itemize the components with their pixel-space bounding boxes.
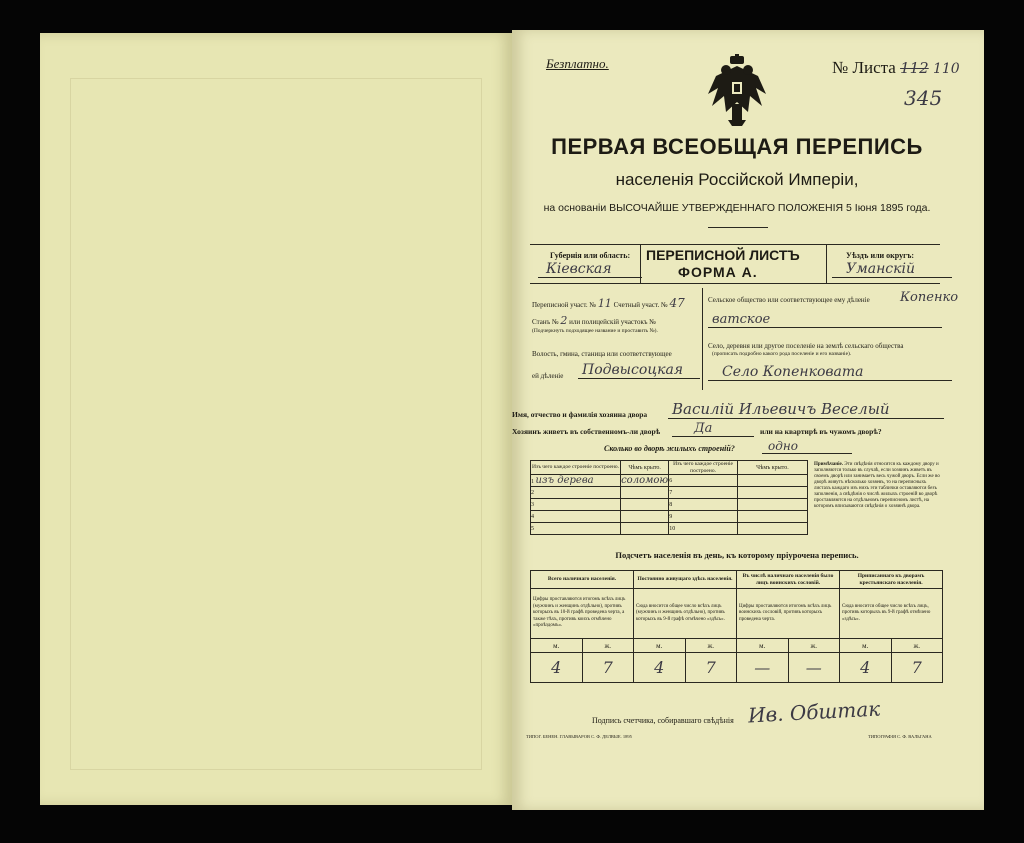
form-header-divider-left	[640, 245, 641, 283]
building-5-roof	[621, 523, 669, 535]
volost-value: Подвысоцкая	[578, 362, 700, 379]
form-title: ФОРМА А.	[678, 264, 758, 280]
stan-value: 2	[560, 314, 568, 327]
buildings-table	[530, 460, 808, 535]
sheet-number-label: № Листа 112 110	[832, 58, 960, 77]
count-total-m: 4	[531, 653, 583, 683]
printer-right: ТИПОГРАФІЯ С. Ф. ВАЛЬГАНА	[868, 734, 932, 739]
schetny-value: 47	[669, 296, 685, 310]
underline-note: (Подчеркнуть подходящее название и проставить №).	[532, 328, 658, 334]
building-6-roof	[737, 475, 807, 487]
lives-value: Да	[672, 421, 754, 437]
guberniya-label: Губернія или область:	[550, 251, 631, 260]
free-label: Безплатно.	[546, 56, 609, 71]
selo-label: Село, деревня или другое поселеніе на землѣ сельскаго общества	[708, 342, 904, 350]
form-header-divider-right	[826, 245, 827, 283]
counts-table	[530, 570, 943, 683]
selo-note: (прописать подробно какого рода поселеніе и его названіе).	[712, 351, 852, 357]
signature-label: Подпись счетчика, собиравшаго свѣдѣнія	[592, 716, 734, 725]
rent-label: или на квартирѣ въ чужомъ дворѣ?	[760, 427, 882, 436]
uezd-label: Уѣздъ или округъ:	[846, 251, 915, 260]
census-subtitle: населенія Россійской Имперіи,	[615, 170, 859, 189]
buildings-head-material: Изъ чего каждое строеніе построено.	[531, 461, 621, 475]
building-5: 5	[531, 523, 621, 535]
owner-value: Василій Ильевичъ Веселый	[668, 400, 944, 419]
owner-label: Имя, отчество и фамилія хозяина двора	[512, 410, 648, 419]
counts-title: Подсчетъ населенія въ день, къ которому пріурочена перепись.	[615, 550, 859, 560]
count-total-zh: 7	[582, 653, 634, 683]
obshchestvo-label: Сельское общество или соответствующее ему дѣленіе	[708, 296, 870, 304]
counts-m-1: м.	[531, 639, 583, 653]
counts-zh-3: ж.	[788, 639, 840, 653]
building-1-roof: соломою	[621, 475, 669, 486]
uchastok-value: 11	[597, 297, 612, 310]
obshchestvo-value-1: Копенко	[900, 290, 959, 305]
volost-label2: ей дѣленіе	[532, 372, 564, 380]
buildings-head-roof-2: Чѣмъ крыто.	[737, 461, 807, 475]
counts-m-3: м.	[737, 639, 789, 653]
counts-m-2: м.	[634, 639, 686, 653]
printer-left: ТИПОГ. БЕНЕН. ГЛАВЫВАРОВ С. Ф. ДЕЛВЫЕ. 1895	[526, 734, 632, 739]
form-header-box	[530, 244, 940, 284]
building-9-roof	[737, 511, 807, 523]
buildings-label: Сколько во дворѣ жилыхъ строеній?	[604, 444, 735, 453]
fields-divider	[702, 288, 703, 390]
imperial-eagle-emblem	[704, 54, 770, 131]
volost-label: Волость, гмина, станица или соответствующее	[532, 350, 672, 358]
building-3: 3	[531, 499, 621, 511]
census-title: ПЕРВАЯ ВСЕОБЩАЯ ПЕРЕПИСЬ	[551, 134, 923, 159]
left-page-frame	[70, 78, 482, 770]
sheet-number-crossed: 112	[900, 59, 929, 77]
counts-desc-permanent: Сюда вносится общее число всѣхъ лицъ (мужчинъ и женщинъ отдѣльно), противъ которыхъ въ 9-й графѣ отмѣчено «здѣсь».	[634, 589, 737, 639]
building-1-material: 1 изъ дерева	[531, 475, 621, 487]
building-2-roof	[621, 487, 669, 499]
building-7: 7	[669, 487, 738, 499]
buildings-note: Примѣчаніе. Эти свѣдѣнія относятся къ каждому двору и заполняются только въ случаѣ, если хозяинъ живетъ въ своемъ дворѣ или занимаетъ весь чужой дворъ. Если же во дворѣ живутъ нѣсколько хозяевъ, то на переписныхъ листахъ каждаго изъ нихъ эти таблички оставляются безъ заполненія, а свѣдѣнія о числѣ жилыхъ строеній во дворѣ проставляются на отдѣльномъ переписномъ листѣ, на которомъ вписываются свѣдѣнія о хозяинѣ двора.	[814, 462, 940, 509]
guberniya-value: Кіевская	[538, 261, 642, 278]
building-3-roof	[621, 499, 669, 511]
building-6: 6	[669, 475, 738, 487]
counts-desc-total: Цифры проставляются итогомъ всѣхъ лицъ (мужчинъ и женщинъ отдѣльно), противъ которыхъ въ 10-й графѣ проведена черта, а также тѣхъ, противъ коихъ отмѣчено «проѣздомъ».	[531, 589, 634, 639]
left-page	[40, 33, 512, 805]
building-8-roof	[737, 499, 807, 511]
building-10: 10	[669, 523, 738, 535]
census-basis: на основаніи ВЫСОЧАЙШЕ УТВЕРЖДЕННАГО ПОЛОЖЕНІЯ 5 Іюня 1895 года.	[543, 202, 931, 214]
count-military-m: —	[737, 653, 789, 683]
count-permanent-zh: 7	[685, 653, 737, 683]
counts-desc-military: Цифры проставляются итогомъ всѣхъ лицъ воинскихъ сословій, противъ которыхъ проведена черта.	[737, 589, 840, 639]
lives-label: Хозяинъ живетъ въ собственномъ-ли дворѣ	[512, 427, 661, 436]
buildings-head-material-2: Изъ чего каждое строеніе построено.	[669, 461, 738, 475]
counts-m-4: м.	[840, 639, 892, 653]
counts-col-total: Всего наличнаго населенія.	[531, 571, 634, 589]
uezd-value: Уманскій	[832, 261, 952, 278]
census-form-page	[512, 30, 984, 810]
sheet-number-value: 110	[932, 61, 960, 77]
building-4-roof	[621, 511, 669, 523]
count-military-zh: —	[788, 653, 840, 683]
list-title: ПЕРЕПИСНОЙ ЛИСТЪ	[646, 247, 800, 263]
uchastok-row: Переписной участ. № 11 Счетный участ. № 47	[532, 296, 685, 310]
counts-col-permanent: Постоянно живущаго здѣсь населенія.	[634, 571, 737, 589]
building-8: 8	[669, 499, 738, 511]
counts-col-military: Въ числѣ наличнаго населенія было лицъ воинскихъ сословій.	[737, 571, 840, 589]
count-peasant-zh: 7	[891, 653, 943, 683]
building-7-roof	[737, 487, 807, 499]
buildings-value: одно	[762, 439, 852, 454]
building-4: 4	[531, 511, 621, 523]
buildings-head-roof: Чѣмъ крыто.	[621, 461, 669, 475]
archive-number: 345	[904, 86, 943, 110]
counts-desc-peasant: Сюда вносится общее число всѣхъ лицъ, противъ которыхъ въ 9-й графѣ отмѣчено «здѣсь».	[840, 589, 943, 639]
stan-row: Станъ № 2 или полицейскій участокъ №	[532, 314, 656, 327]
counter-signature: Ив. Обштак	[747, 696, 881, 728]
counts-zh-4: ж.	[891, 639, 943, 653]
counts-zh-2: ж.	[685, 639, 737, 653]
count-permanent-m: 4	[634, 653, 686, 683]
counts-col-peasant: Приписаннаго къ дворамъ крестьянскаго населенія.	[840, 571, 943, 589]
divider-ornament	[708, 227, 768, 228]
building-9: 9	[669, 511, 738, 523]
selo-value: Село Копенковата	[708, 364, 952, 381]
counts-zh-1: ж.	[582, 639, 634, 653]
obshchestvo-value-2: ватское	[708, 312, 942, 328]
building-2: 2	[531, 487, 621, 499]
building-10-roof	[737, 523, 807, 535]
count-peasant-m: 4	[840, 653, 892, 683]
